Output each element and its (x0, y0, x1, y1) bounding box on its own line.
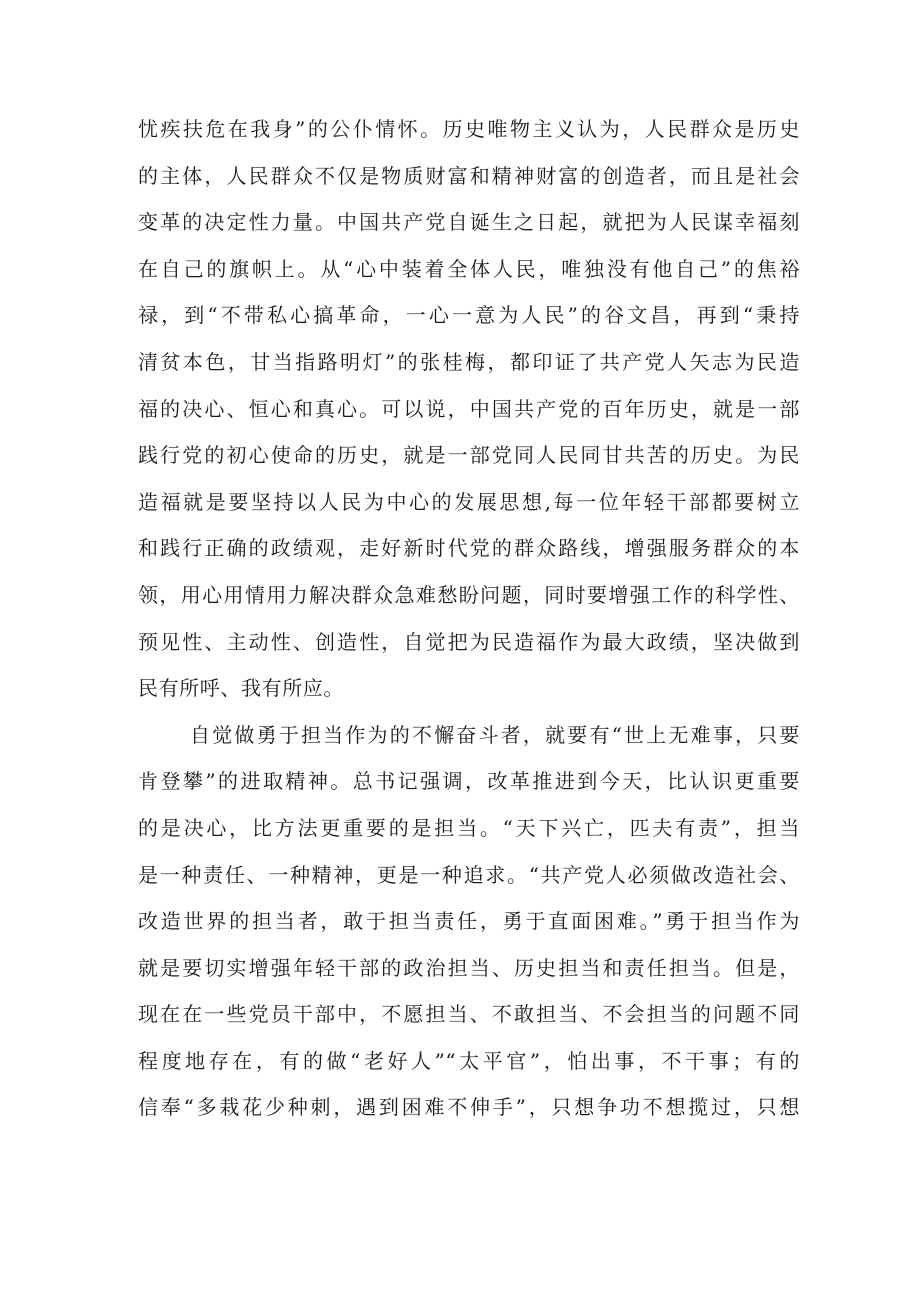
text-line: 程度地存在，有的做“老好人”“太平官”，怕出事，不干事；有的 (138, 1048, 800, 1073)
text-line: 福的决心、恒心和真心。可以说，中国共产党的百年历史，就是一部 (138, 396, 800, 421)
text-line: 信奉“多栽花少种刺，遇到困难不伸手”，只想争功不想揽过，只想 (138, 1095, 800, 1120)
text-line: 禄，到“不带私心搞革命，一心一意为人民”的谷文昌，再到“秉持 (138, 303, 800, 328)
text-line: 预见性、主动性、创造性，自觉把为民造福作为最大政绩，坚决做到 (138, 629, 800, 654)
text-line: 是一种责任、一种精神，更是一种追求。“共产党人必须做改造社会、 (138, 862, 800, 887)
text-line: 改造世界的担当者，敢于担当责任，勇于直面困难。”勇于担当作为 (138, 909, 800, 934)
text-line: 领，用心用情用力解决群众急难愁盼问题，同时要增强工作的科学性、 (138, 582, 800, 607)
text-line: 的是决心，比方法更重要的是担当。“天下兴亡，匹夫有责”，担当 (138, 815, 800, 840)
text-line: 践行党的初心使命的历史，就是一部党同人民同甘共苦的历史。为民 (138, 443, 800, 468)
paragraph (138, 712, 800, 1131)
text-line: 肯登攀”的进取精神。总书记强调，改革推进到今天，比认识更重要 (138, 769, 800, 794)
text-line: 和践行正确的政绩观，走好新时代党的群众路线，增强服务群众的本 (138, 536, 800, 561)
text-line: 忧疾扶危在我身”的公仆情怀。历史唯物主义认为，人民群众是历史 (138, 117, 800, 141)
text-line: 的主体，人民群众不仅是物质财富和精神财富的创造者，而且是社会 (138, 163, 800, 188)
text-line: 民有所呼、我有所应。 (138, 676, 344, 701)
text-line: 变革的决定性力量。中国共产党自诞生之日起，就把为人民谋幸福刻 (138, 210, 800, 235)
text-line: 在自己的旗帜上。从“心中装着全体人民，唯独没有他自己”的焦裕 (138, 256, 800, 281)
text-line: 现在在一些党员干部中，不愿担当、不敢担当、不会担当的问题不同 (138, 1002, 800, 1027)
text-line: 自觉做勇于担当作为的不懈奋斗者，就要有“世上无难事，只要 (190, 722, 800, 747)
paragraph (138, 106, 800, 712)
text-line: 就是要切实增强年轻干部的政治担当、历史担当和责任担当。但是， (138, 955, 800, 980)
text-line: 造福就是要坚持以人民为中心的发展思想,每一位年轻干部都要树立 (138, 489, 800, 514)
text-line: 清贫本色，甘当指路明灯”的张桂梅，都印证了共产党人矢志为民造 (138, 349, 800, 374)
body-text (138, 106, 800, 1131)
